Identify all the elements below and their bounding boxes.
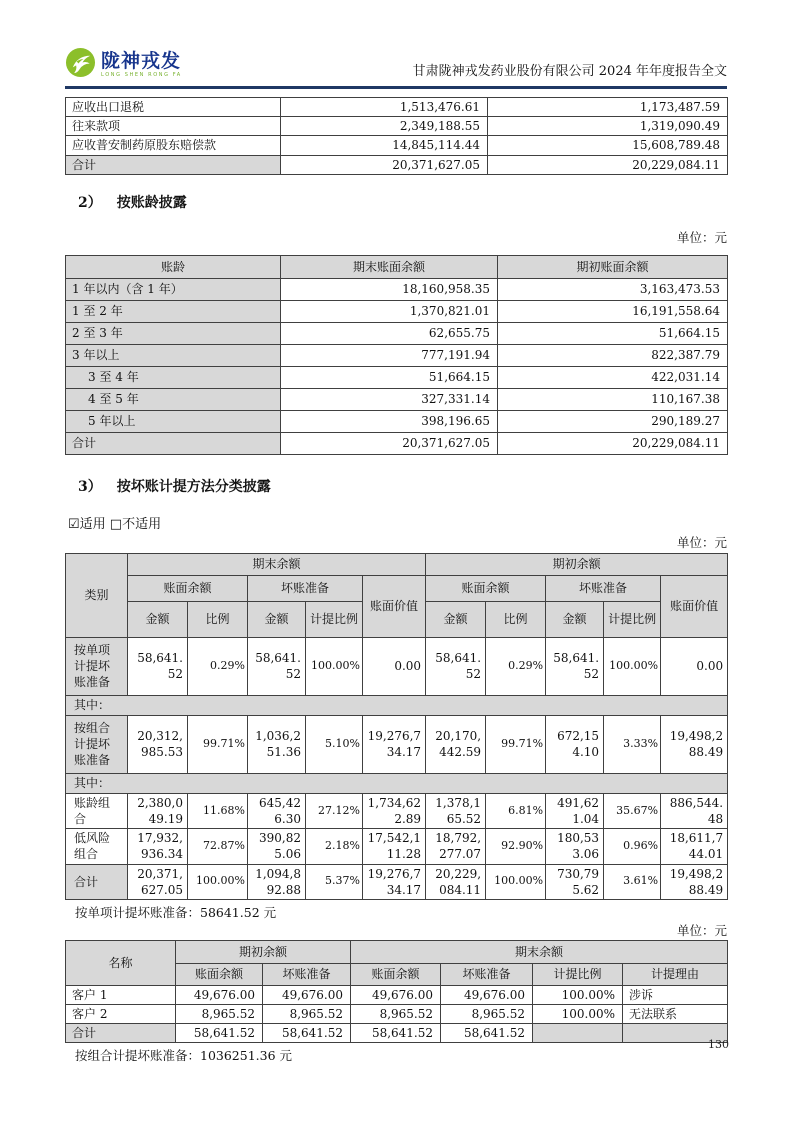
row-label-cell: 1 年以内（含 1 年） (66, 278, 281, 300)
value-cell: 0.29% (486, 637, 546, 695)
value-cell: 2,380,049.19 (128, 793, 188, 828)
column-header: 类别 (66, 553, 128, 637)
row-label-cell: 按单项计提坏账准备 (66, 637, 128, 695)
value-cell: 0.96% (604, 829, 661, 864)
value-cell: 49,676.00 (441, 985, 533, 1004)
value-cell: 49,676.00 (351, 985, 441, 1004)
value-cell: 27.12% (306, 793, 363, 828)
value-cell: 100.00% (306, 637, 363, 695)
row-label-cell: 往来款项 (66, 117, 281, 136)
column-header: 计提比例 (306, 601, 363, 637)
value-cell: 1,370,821.01 (281, 300, 498, 322)
reason-cell: 涉诉 (623, 985, 728, 1004)
column-header: 账面余额 (351, 963, 441, 985)
column-header: 期初余额 (426, 553, 728, 575)
table-row (66, 715, 728, 773)
header-row (66, 940, 728, 963)
value-cell: 58,641.52 (263, 1024, 351, 1043)
value-cell: 58,641.52 (441, 1024, 533, 1043)
logo-english-name: LONG SHEN RONG FA (101, 71, 182, 78)
column-header: 账面价值 (661, 575, 728, 637)
value-cell: 822,387.79 (498, 344, 728, 366)
value-cell: 8,965.52 (176, 1005, 263, 1024)
value-cell: 8,965.52 (263, 1005, 351, 1024)
total-label-cell: 合计 (66, 155, 281, 174)
value-cell: 8,965.52 (351, 1005, 441, 1024)
table-row (66, 278, 728, 300)
unit-label: 单位：元 (676, 229, 727, 245)
other-receivables-table (65, 97, 728, 175)
value-cell: 11.68% (188, 793, 248, 828)
value-cell: 886,544.48 (661, 793, 728, 828)
row-label-cell: 1 至 2 年 (66, 300, 281, 322)
value-cell: 18,160,958.35 (281, 278, 498, 300)
table-row (66, 117, 728, 136)
table-row (66, 985, 728, 1004)
value-cell: 110,167.38 (498, 388, 728, 410)
value-cell: 1,513,476.61 (281, 98, 488, 117)
value-cell: 51,664.15 (498, 322, 728, 344)
column-header: 账面余额 (128, 575, 248, 601)
value-cell: 398,196.65 (281, 410, 498, 432)
subsection-row (66, 773, 728, 793)
value-cell: 20,371,627.05 (281, 432, 498, 454)
column-header: 金额 (128, 601, 188, 637)
value-cell: 3.33% (604, 715, 661, 773)
table-row (66, 344, 728, 366)
row-label-cell: 账龄组合 (66, 793, 128, 828)
individual-provision-table (65, 940, 728, 1044)
value-cell: 18,792,277.07 (426, 829, 486, 864)
value-cell: 58,641.52 (351, 1024, 441, 1043)
value-cell: 290,189.27 (498, 410, 728, 432)
unit-label: 单位：元 (676, 922, 727, 938)
value-cell: 99.71% (486, 715, 546, 773)
row-label-cell: 应收出口退税 (66, 98, 281, 117)
subsection-label-cell: 其中： (66, 773, 728, 793)
table-row (66, 793, 728, 828)
row-label-cell: 客户 2 (66, 1005, 176, 1024)
individual-provision-note: 按单项计提坏账准备：58641.52 元 (75, 904, 277, 920)
table-row (66, 829, 728, 864)
value-cell: 92.90% (486, 829, 546, 864)
value-cell: 100.00% (604, 637, 661, 695)
value-cell: 20,312,985.53 (128, 715, 188, 773)
value-cell: 20,371,627.05 (281, 155, 488, 174)
table-row (66, 322, 728, 344)
column-header: 金额 (248, 601, 306, 637)
unit-label: 单位：元 (676, 534, 727, 550)
company-logo (65, 47, 182, 82)
applicable-checkboxes: ☑适用 □不适用 (68, 516, 162, 532)
table-row (66, 136, 728, 155)
document-title: 甘肃陇神戎发药业股份有限公司 2024 年年度报告全文 (412, 64, 727, 79)
value-cell: 3,163,473.53 (498, 278, 728, 300)
value-cell: 5.10% (306, 715, 363, 773)
column-header: 比例 (188, 601, 248, 637)
total-row (66, 432, 728, 454)
column-header: 金额 (546, 601, 604, 637)
row-label-cell: 低风险组合 (66, 829, 128, 864)
section-heading-bad-debt-method (65, 476, 727, 496)
value-cell: 72.87% (188, 829, 248, 864)
value-cell: 5.37% (306, 864, 363, 899)
column-header: 期末账面余额 (281, 255, 498, 278)
header-row (66, 575, 728, 601)
document-header (65, 0, 727, 89)
value-cell: 14,845,114.44 (281, 136, 488, 155)
section-heading-aging (65, 192, 727, 212)
value-cell: 49,676.00 (263, 985, 351, 1004)
table-row (66, 98, 728, 117)
table-row (66, 637, 728, 695)
value-cell: 1,094,892.88 (248, 864, 306, 899)
total-label-cell: 合计 (66, 432, 281, 454)
column-header: 坏账准备 (263, 963, 351, 985)
value-cell: 18,611,744.01 (661, 829, 728, 864)
value-cell: 19,276,734.17 (363, 864, 426, 899)
value-cell: 2,349,188.55 (281, 117, 488, 136)
value-cell: 58,641.52 (248, 637, 306, 695)
value-cell: 51,664.15 (281, 366, 498, 388)
value-cell: 100.00% (533, 1005, 623, 1024)
value-cell: 422,031.14 (498, 366, 728, 388)
value-cell: 0.00 (661, 637, 728, 695)
value-cell: 8,965.52 (441, 1005, 533, 1024)
header-row (66, 255, 728, 278)
column-header: 账龄 (66, 255, 281, 278)
column-header: 期初余额 (176, 940, 351, 963)
section-number: 3） (78, 478, 102, 495)
value-cell: 58,641.52 (546, 637, 604, 695)
column-header: 坏账准备 (248, 575, 363, 601)
column-header: 期末余额 (128, 553, 426, 575)
value-cell: 1,378,165.52 (426, 793, 486, 828)
value-cell: 20,170,442.59 (426, 715, 486, 773)
row-label-cell: 客户 1 (66, 985, 176, 1004)
value-cell (533, 1024, 623, 1043)
value-cell: 100.00% (533, 985, 623, 1004)
table-row (66, 410, 728, 432)
value-cell: 1,734,622.89 (363, 793, 426, 828)
value-cell: 19,498,288.49 (661, 715, 728, 773)
row-label-cell: 3 年以上 (66, 344, 281, 366)
row-label-cell: 5 年以上 (66, 410, 281, 432)
value-cell: 1,173,487.59 (488, 98, 728, 117)
value-cell: 49,676.00 (176, 985, 263, 1004)
value-cell: 491,621.04 (546, 793, 604, 828)
value-cell: 62,655.75 (281, 322, 498, 344)
section-number: 2） (78, 194, 102, 211)
value-cell: 3.61% (604, 864, 661, 899)
total-label-cell: 合计 (66, 1024, 176, 1043)
table-row (66, 388, 728, 410)
value-cell: 730,795.62 (546, 864, 604, 899)
portfolio-provision-note: 按组合计提坏账准备：1036251.36 元 (75, 1048, 293, 1064)
bad-debt-method-table (65, 553, 728, 900)
row-label-cell: 按组合计提坏账准备 (66, 715, 128, 773)
section-title: 按账龄披露 (116, 194, 187, 211)
value-cell: 58,641.52 (176, 1024, 263, 1043)
logo-bird-icon (65, 47, 96, 82)
column-header: 账面价值 (363, 575, 426, 637)
value-cell: 17,932,936.34 (128, 829, 188, 864)
column-header: 计提比例 (533, 963, 623, 985)
value-cell: 35.67% (604, 793, 661, 828)
column-header: 计提理由 (623, 963, 728, 985)
column-header: 比例 (486, 601, 546, 637)
value-cell: 2.18% (306, 829, 363, 864)
value-cell: 16,191,558.64 (498, 300, 728, 322)
value-cell: 1,319,090.49 (488, 117, 728, 136)
table-row (66, 300, 728, 322)
value-cell: 20,229,084.11 (488, 155, 728, 174)
total-row (66, 864, 728, 899)
column-header: 账面余额 (176, 963, 263, 985)
logo-chinese-name: 陇神戎发 (101, 49, 182, 72)
table-row (66, 1005, 728, 1024)
table-row (66, 366, 728, 388)
column-header: 名称 (66, 940, 176, 985)
value-cell: 327,331.14 (281, 388, 498, 410)
total-label-cell: 合计 (66, 864, 128, 899)
row-label-cell: 3 至 4 年 (66, 366, 281, 388)
page-number: 130 (708, 1038, 729, 1051)
value-cell: 100.00% (188, 864, 248, 899)
row-label-cell: 2 至 3 年 (66, 322, 281, 344)
column-header: 坏账准备 (441, 963, 533, 985)
value-cell: 20,371,627.05 (128, 864, 188, 899)
value-cell: 58,641.52 (426, 637, 486, 695)
column-header: 坏账准备 (546, 575, 661, 601)
value-cell: 58,641.52 (128, 637, 188, 695)
value-cell: 15,608,789.48 (488, 136, 728, 155)
reason-cell: 无法联系 (623, 1005, 728, 1024)
value-cell: 100.00% (486, 864, 546, 899)
value-cell: 180,533.06 (546, 829, 604, 864)
value-cell: 777,191.94 (281, 344, 498, 366)
value-cell: 20,229,084.11 (426, 864, 486, 899)
value-cell: 19,498,288.49 (661, 864, 728, 899)
subsection-row (66, 695, 728, 715)
value-cell: 0.00 (363, 637, 426, 695)
row-label-cell: 应收普安制药原股东赔偿款 (66, 136, 281, 155)
column-header: 期末余额 (351, 940, 728, 963)
value-cell: 0.29% (188, 637, 248, 695)
value-cell: 20,229,084.11 (498, 432, 728, 454)
subsection-label-cell: 其中： (66, 695, 728, 715)
section-title: 按坏账计提方法分类披露 (116, 478, 271, 495)
value-cell: 6.81% (486, 793, 546, 828)
column-header: 金额 (426, 601, 486, 637)
value-cell: 17,542,111.28 (363, 829, 426, 864)
value-cell: 645,426.30 (248, 793, 306, 828)
column-header: 账面余额 (426, 575, 546, 601)
value-cell: 672,154.10 (546, 715, 604, 773)
value-cell: 19,276,734.17 (363, 715, 426, 773)
value-cell: 99.71% (188, 715, 248, 773)
value-cell: 390,825.06 (248, 829, 306, 864)
total-row (66, 1024, 728, 1043)
aging-table (65, 255, 728, 455)
header-row (66, 553, 728, 575)
total-row (66, 155, 728, 174)
column-header: 计提比例 (604, 601, 661, 637)
row-label-cell: 4 至 5 年 (66, 388, 281, 410)
value-cell: 1,036,251.36 (248, 715, 306, 773)
column-header: 期初账面余额 (498, 255, 728, 278)
